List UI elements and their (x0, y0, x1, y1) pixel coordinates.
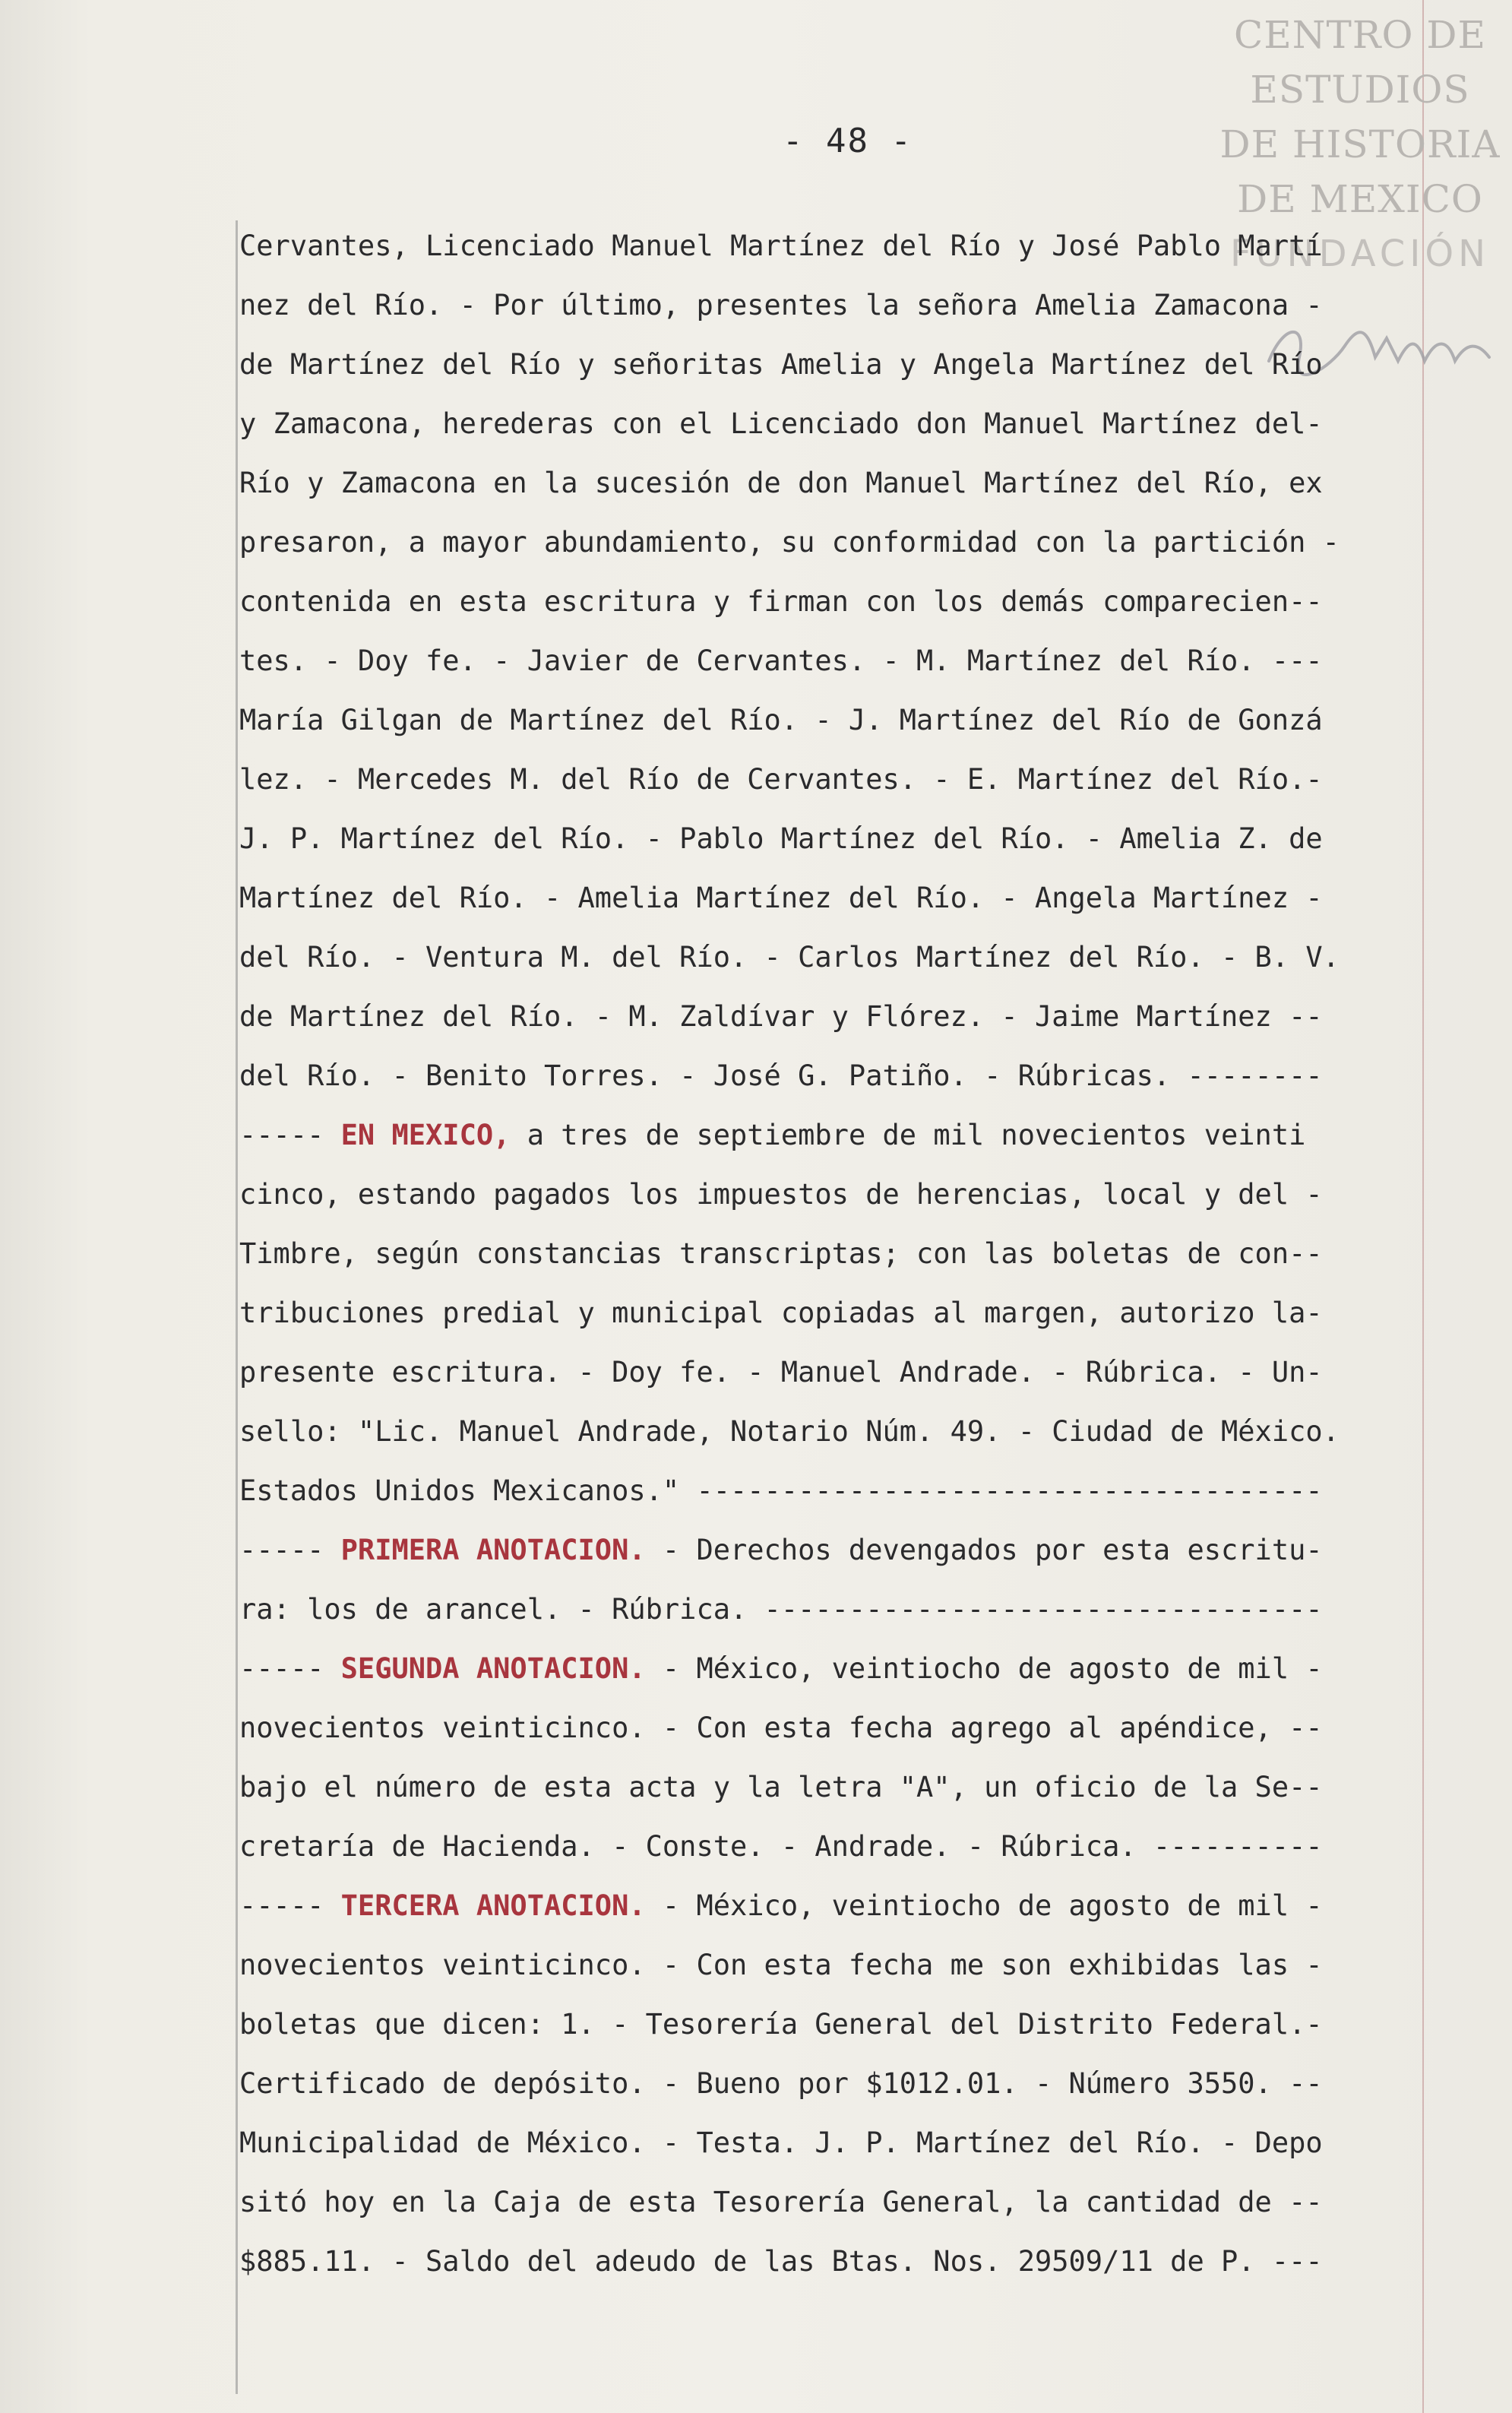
watermark-line: DE MEXICO (1237, 177, 1483, 221)
line-text: novecientos veinticinco. - Con esta fecha me son exhibidas las - (239, 1949, 1323, 1981)
text-line (239, 513, 1425, 572)
line-text: y Zamacona, herederas con el Licenciado don Manuel Martínez del- (239, 407, 1323, 440)
text-line (239, 809, 1425, 869)
line-text: cretaría de Hacienda. - Conste. - Andrade. - Rúbrica. ---------- (239, 1830, 1323, 1863)
line-text: Timbre, según constancias transcriptas; con las boletas de con-- (239, 1237, 1323, 1270)
text-line (239, 217, 1425, 276)
watermark-line: CENTRO DE (1234, 13, 1486, 57)
text-line (239, 1936, 1425, 1995)
page-number: - 48 - (783, 122, 913, 160)
text-line (239, 454, 1425, 513)
text-line (239, 1047, 1425, 1106)
line-text: tribuciones predial y municipal copiadas al margen, autorizo la- (239, 1297, 1323, 1329)
text-line (239, 1699, 1425, 1758)
text-line (239, 1639, 1425, 1699)
text-line (239, 1461, 1425, 1521)
line-text: a tres de septiembre de mil novecientos veinti (510, 1119, 1306, 1151)
text-line (239, 1580, 1425, 1639)
text-line (239, 869, 1425, 928)
line-text: Certificado de depósito. - Bueno por $1012.01. - Número 3550. -- (239, 2067, 1323, 2100)
line-text: Río y Zamacona en la sucesión de don Manuel Martínez del Río, ex (239, 467, 1323, 499)
line-text: del Río. - Ventura M. del Río. - Carlos Martínez del Río. - B. V. (239, 941, 1340, 974)
line-text: nez del Río. - Por último, presentes la señora Amelia Zamacona - (239, 289, 1323, 321)
line-text: Municipalidad de México. - Testa. J. P. Martínez del Río. - Depo (239, 2126, 1323, 2159)
text-line (239, 1876, 1425, 1936)
line-text: tes. - Doy fe. - Javier de Cervantes. - M. Martínez del Río. --- (239, 644, 1323, 677)
line-text: Cervantes, Licenciado Manuel Martínez del Río y José Pablo Martí (239, 230, 1323, 262)
line-text: de Martínez del Río. - M. Zaldívar y Flórez. - Jaime Martínez -- (239, 1000, 1323, 1033)
watermark-line: DE HISTORIA (1219, 122, 1501, 166)
section-heading: EN MEXICO, (340, 1119, 511, 1151)
line-text: sello: "Lic. Manuel Andrade, Notario Núm. 49. - Ciudad de México. (239, 1415, 1340, 1448)
line-text: novecientos veinticinco. - Con esta fecha agrego al apéndice, -- (239, 1712, 1323, 1744)
text-line (239, 1758, 1425, 1817)
margin-rule (236, 220, 238, 2394)
line-text: bajo el número de esta acta y la letra "A", un oficio de la Se-- (239, 1771, 1323, 1803)
text-line (239, 691, 1425, 750)
line-text: sitó hoy en la Caja de esta Tesorería General, la cantidad de -- (239, 2186, 1323, 2218)
line-text: Martínez del Río. - Amelia Martínez del Río. - Angela Martínez - (239, 882, 1323, 914)
dash-lead: ----- (239, 1652, 341, 1685)
section-heading: TERCERA ANOTACION. (340, 1889, 646, 1922)
text-line (239, 2054, 1425, 2114)
text-line (239, 1995, 1425, 2054)
text-line (239, 1521, 1425, 1580)
section-heading: PRIMERA ANOTACION. (340, 1534, 646, 1566)
line-text: ra: los de arancel. - Rúbrica. --------------------------------- (239, 1593, 1323, 1626)
line-text: contenida en esta escritura y firman con los demás comparecien-- (239, 585, 1323, 618)
text-line (239, 632, 1425, 691)
text-line (239, 1224, 1425, 1284)
line-text: boletas que dicen: 1. - Tesorería General del Distrito Federal.- (239, 2008, 1323, 2041)
line-text: María Gilgan de Martínez del Río. - J. Martínez del Río de Gonzá (239, 704, 1323, 736)
text-line (239, 2114, 1425, 2173)
text-line (239, 276, 1425, 335)
text-line (239, 1165, 1425, 1224)
text-line (239, 2173, 1425, 2232)
watermark-line: ESTUDIOS (1250, 68, 1470, 112)
line-text: lez. - Mercedes M. del Río de Cervantes. - E. Martínez del Río.- (239, 763, 1323, 796)
line-text: presente escritura. - Doy fe. - Manuel Andrade. - Rúbrica. - Un- (239, 1356, 1323, 1389)
text-line (239, 928, 1425, 987)
text-line (239, 2232, 1425, 2291)
dash-lead: ----- (239, 1119, 341, 1151)
line-text: presaron, a mayor abundamiento, su conformidad con la partición - (239, 526, 1340, 559)
text-line (239, 1106, 1425, 1165)
text-line (239, 572, 1425, 632)
text-line (239, 1284, 1425, 1343)
text-line (239, 987, 1425, 1047)
section-heading: SEGUNDA ANOTACION. (340, 1652, 646, 1685)
line-text: cinco, estando pagados los impuestos de herencias, local y del - (239, 1178, 1323, 1211)
dash-lead: ----- (239, 1889, 341, 1922)
text-line (239, 394, 1425, 454)
dash-lead: ----- (239, 1534, 341, 1566)
line-text: J. P. Martínez del Río. - Pablo Martínez del Río. - Amelia Z. de (239, 822, 1323, 855)
line-text: - Derechos devengados por esta escritu- (645, 1534, 1323, 1566)
text-line (239, 335, 1425, 394)
text-line (239, 1817, 1425, 1876)
line-text: $885.11. - Saldo del adeudo de las Btas. Nos. 29509/11 de P. --- (239, 2245, 1323, 2278)
line-text: de Martínez del Río y señoritas Amelia y Angela Martínez del Río (239, 348, 1323, 381)
line-text: - México, veintiocho de agosto de mil - (645, 1652, 1323, 1685)
text-line (239, 1402, 1425, 1461)
line-text: - México, veintiocho de agosto de mil - (645, 1889, 1323, 1922)
line-text: del Río. - Benito Torres. - José G. Patiño. - Rúbricas. -------- (239, 1059, 1323, 1092)
text-line (239, 750, 1425, 809)
watermark-foundation: FUNDACIÓN (1229, 233, 1491, 275)
line-text: Estados Unidos Mexicanos." ------------------------------------- (239, 1474, 1323, 1507)
document-body (239, 217, 1425, 2291)
text-line (239, 1343, 1425, 1402)
